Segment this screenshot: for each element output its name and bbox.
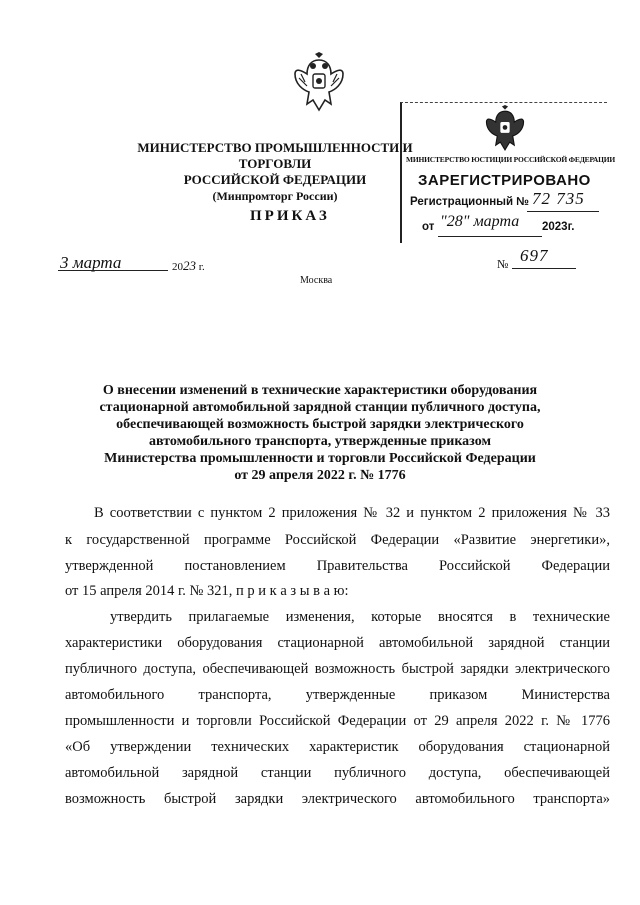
body-line: автомобильного транспорта, утвержденные приказом Министерства [65,687,610,703]
body-line: В соответствии с пунктом 2 приложения № 32 и пунктом 2 приложения № 33 [94,505,610,521]
order-number-handwritten: 697 [520,246,549,265]
body-line: публичного доступа, обеспечивающей возможность быстрой зарядки электрического [65,661,610,677]
subject-line: автомобильного транспорта, утвержденные приказом [149,434,491,449]
subject-line: обеспечивающей возможность быстрой зарядки электрического [116,417,524,432]
order-year [172,258,205,274]
body-line: утвержденной постановлением Правительства Российской Федерации [65,558,610,574]
order-number-label: № [497,257,509,271]
stamp-organization: МИНИСТЕРСТВО ЮСТИЦИИ РОССИЙСКОЙ ФЕДЕРАЦИИ [406,155,615,164]
order-year-handwritten: 23 [183,258,196,273]
body-line: утвердить прилагаемые изменения, которые вносятся в технические [110,609,610,625]
subject-line: О внесении изменений в технические характеристики оборудования [102,383,538,398]
subject-line: стационарной автомобильной зарядной станции публичного доступа, [99,400,541,415]
stamp-registration-number: 72 735 [532,189,585,208]
body-line: возможность быстрой зарядки электрического автомобильного транспорта» [65,791,610,807]
coat-of-arms-icon [293,52,345,114]
subject-line: от 29 апреля 2022 г. № 1776 [234,468,406,483]
stamp-date-label: от [422,221,435,233]
ministry-header [120,140,430,204]
body-line: промышленности и торговли Российской Федерации от 29 апреля 2022 г. № 1776 [65,713,610,729]
ministry-name-line2: РОССИЙСКОЙ ФЕДЕРАЦИИ [183,172,367,187]
order-year-suffix: г. [198,261,205,273]
body-line: автомобильной зарядной станции публичного доступа, обеспечивающей [65,765,610,781]
stamp-status: ЗАРЕГИСТРИРОВАНО [418,172,591,189]
ministry-short-name: (Минпромторг России) [212,189,338,203]
body-line: от 15 апреля 2014 г. № 321, п р и к а з ы в а ю: [65,583,349,599]
city-name: Москва [300,275,333,286]
body-line: к государственной программе Российской Федерации «Развитие энергетики», [65,532,610,548]
order-date-handwritten: 3 марта [60,253,122,272]
order-year-prefix: 20 [172,261,183,273]
registration-stamp [400,102,615,243]
subject-line: Министерства промышленности и торговли Российской Федерации [104,451,536,466]
stamp-date-year: 2023г. [542,221,575,233]
body-line: «Об утверждении технических характеристик оборудования стационарной [65,739,610,755]
ministry-name-line1: МИНИСТЕРСТВО ПРОМЫШЛЕННОСТИ И ТОРГОВЛИ [137,140,413,171]
body-line: характеристики оборудования стационарной автомобильной зарядной станции [65,635,610,651]
stamp-date-handwritten: "28" марта [440,213,520,230]
stamp-registration-label: Регистрационный № [410,196,530,208]
document-type-title: ПРИКАЗ [250,208,330,224]
stamp-coat-of-arms-icon [484,105,526,153]
order-subject [80,382,560,484]
